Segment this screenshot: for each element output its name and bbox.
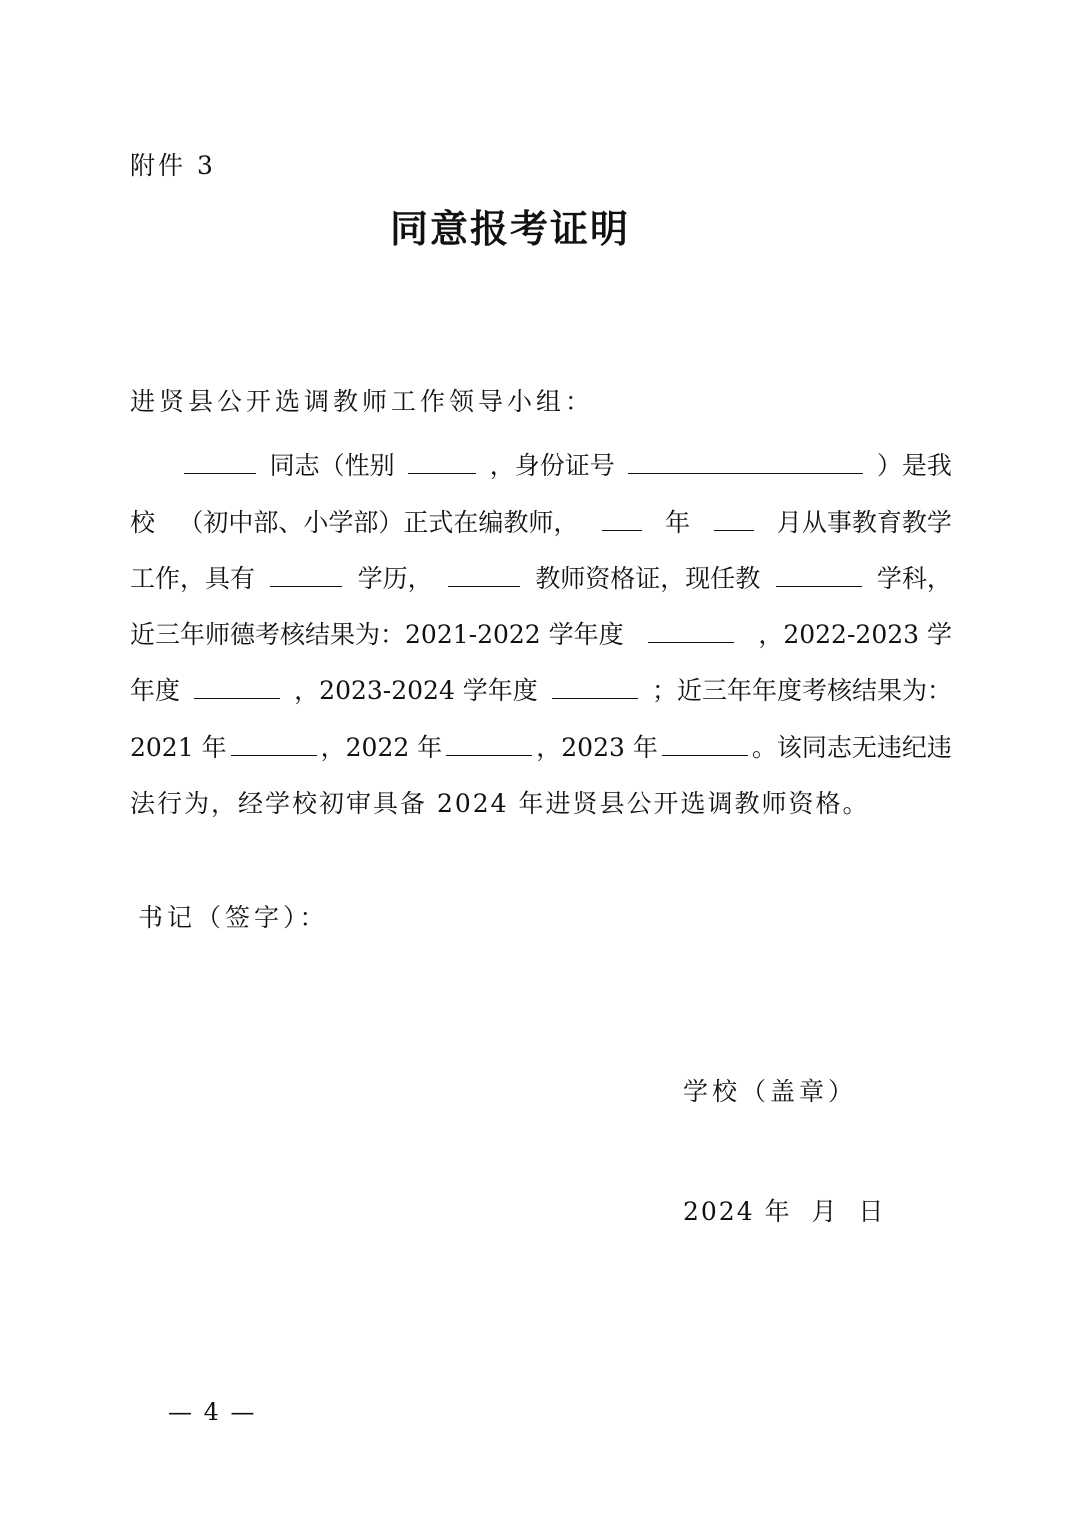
ethics-2021-blank bbox=[648, 618, 734, 643]
body-text: ，身份证号 bbox=[489, 451, 615, 480]
school-stamp-label: 学校（盖章） bbox=[683, 1077, 858, 1106]
body-text: 2021 年 bbox=[130, 733, 227, 762]
body-line-4 bbox=[130, 615, 952, 651]
body-line-1 bbox=[184, 446, 952, 482]
body-text: ，2023-2024 学年度 bbox=[294, 676, 538, 705]
body-line-2 bbox=[130, 503, 952, 539]
name-blank bbox=[184, 449, 256, 474]
body-text: ）是我 bbox=[876, 451, 952, 480]
start-month-blank bbox=[714, 506, 754, 531]
body-text: 月从事教育教学 bbox=[776, 508, 952, 537]
subject-blank bbox=[776, 562, 862, 587]
body-text: ，2022-2023 学 bbox=[758, 620, 952, 649]
id-number-blank bbox=[628, 449, 863, 474]
body-line-7 bbox=[130, 784, 952, 820]
body-text: 同志（性别 bbox=[269, 451, 395, 480]
page-number: — 4 — bbox=[168, 1398, 257, 1426]
body-line-3 bbox=[130, 559, 952, 595]
body-line-6 bbox=[130, 728, 952, 764]
date-line: 2024 年 月 日 bbox=[683, 1197, 886, 1226]
salutation: 进贤县公开选调教师工作领导小组： bbox=[130, 387, 595, 416]
body-text: 学历， bbox=[357, 564, 433, 593]
body-text: ；近三年年度考核结果为： bbox=[651, 676, 952, 705]
secretary-signature-label: 书记（签字）： bbox=[138, 903, 329, 932]
attachment-label: 附件 3 bbox=[130, 151, 216, 180]
body-text: 法行为，经学校初审具备 2024 年进贤县公开选调教师资格。 bbox=[130, 789, 870, 818]
certificate-blank bbox=[448, 562, 520, 587]
education-blank bbox=[270, 562, 342, 587]
gender-blank bbox=[408, 449, 476, 474]
annual-2022-blank bbox=[446, 731, 532, 756]
body-text: 年 bbox=[665, 508, 691, 537]
body-text: 教师资格证，现任教 bbox=[535, 564, 761, 593]
ethics-2022-blank bbox=[194, 674, 280, 699]
body-text: ，2022 年 bbox=[320, 733, 443, 762]
body-text: 校 bbox=[130, 508, 156, 537]
start-year-blank bbox=[602, 506, 642, 531]
body-text: ，2023 年 bbox=[536, 733, 658, 762]
body-text: 工作，具有 bbox=[130, 564, 256, 593]
document-title: 同意报考证明 bbox=[389, 206, 630, 251]
body-text: 近三年师德考核结果为：2021-2022 学年度 bbox=[130, 620, 624, 649]
body-line-5 bbox=[130, 671, 952, 707]
annual-2021-blank bbox=[231, 731, 317, 756]
ethics-2023-blank bbox=[552, 674, 638, 699]
body-text: （初中部、小学部）正式在编教师， bbox=[178, 508, 579, 537]
annual-2023-blank bbox=[662, 731, 748, 756]
body-text: 年度 bbox=[130, 676, 181, 705]
body-text: 。该同志无违纪违 bbox=[751, 733, 952, 762]
body-text: 学科， bbox=[876, 564, 952, 593]
